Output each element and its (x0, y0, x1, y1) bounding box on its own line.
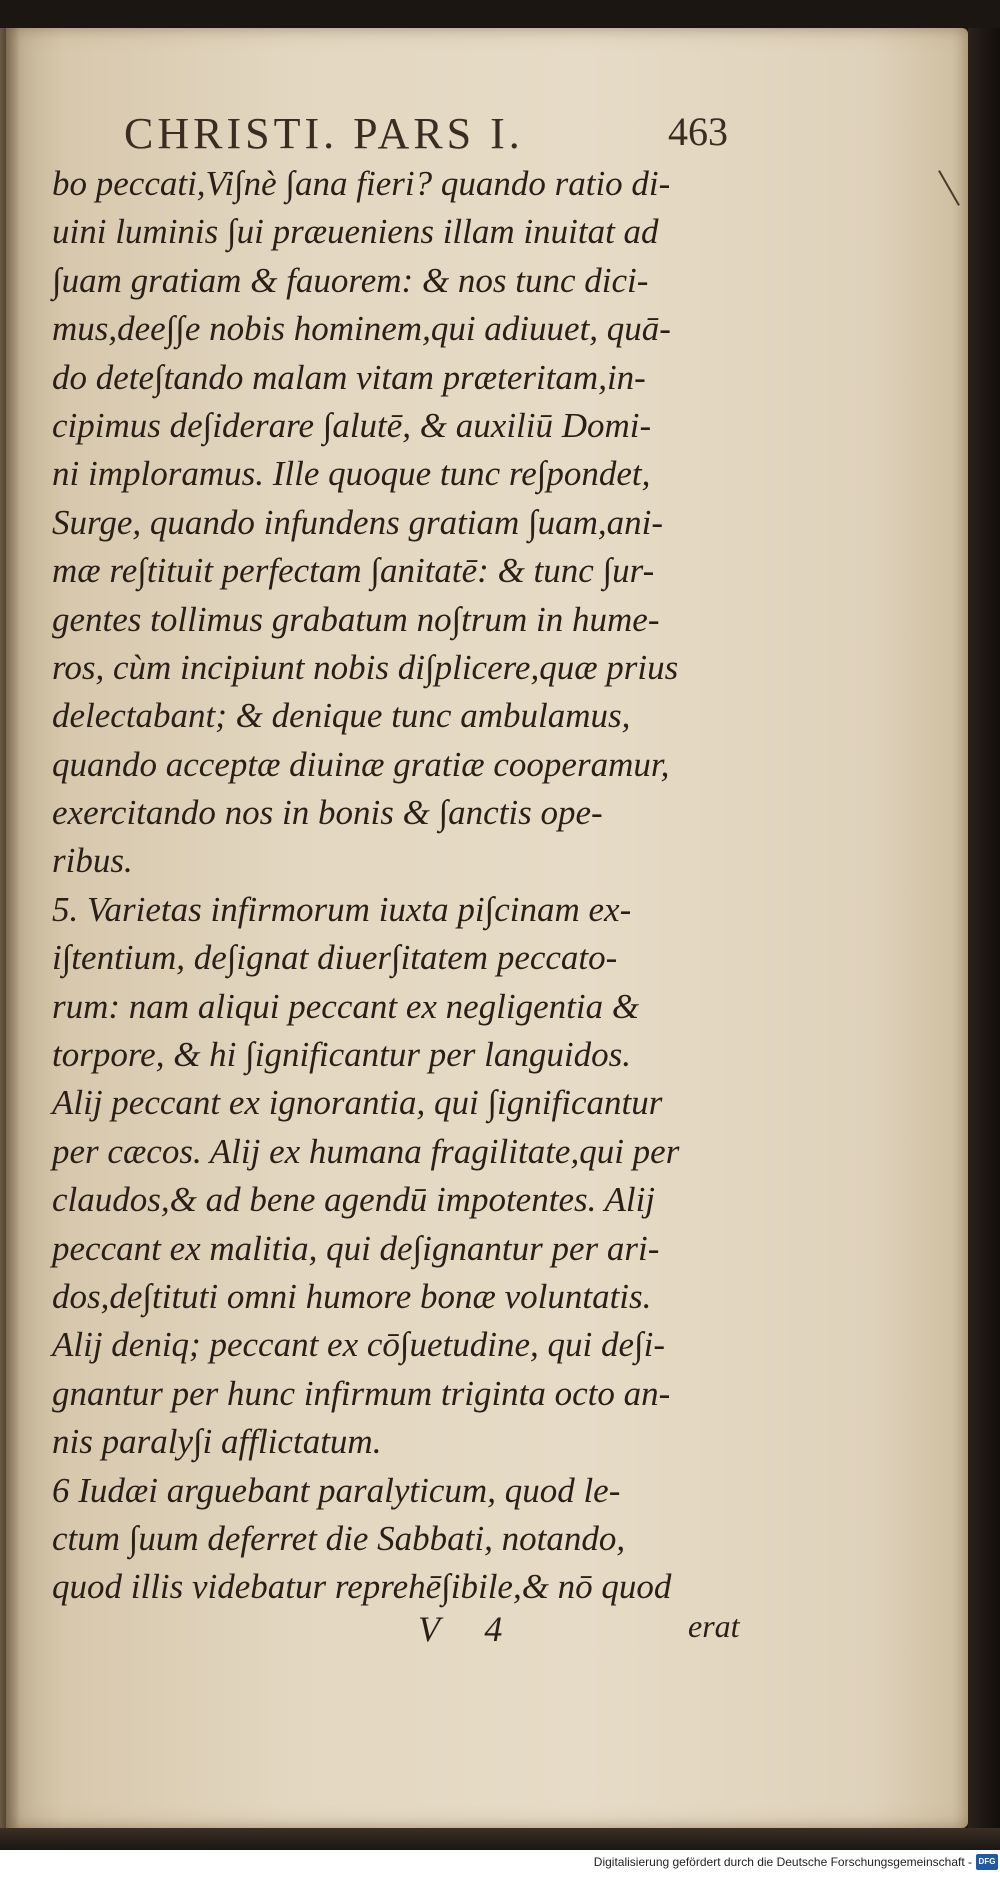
text-line: dos,de∫tituti omni humore bonæ voluntatis. (52, 1276, 652, 1316)
text-line: exercitando nos in bonis & ∫anctis ope- (52, 793, 603, 833)
text-line: bo peccati,Vi∫nè ∫ana fieri? quando ratio di- (52, 164, 671, 203)
text-line: delectabant; & denique tunc ambulamus, (52, 696, 631, 736)
body-text (52, 160, 752, 1612)
text-line: rum: nam aliqui peccant ex negligentia & (52, 986, 640, 1026)
text-line: 6 Iudæi arguebant paralyticum, quod le- (52, 1470, 621, 1510)
text-line: nis paraly∫i afflictatum. (52, 1422, 382, 1462)
catchword: erat (688, 1608, 740, 1644)
text-line: gnantur per hunc infirmum triginta octo an- (52, 1373, 671, 1413)
text-line: ctum ∫uum deferret die Sabbati, notando, (52, 1518, 626, 1558)
dfg-logo-icon: DFG (976, 1854, 998, 1870)
book-bottom-edge (0, 1828, 1000, 1850)
running-title: CHRISTI. PARS I. (124, 109, 524, 158)
credit-text: Digitalisierung gefördert durch die Deutsche Forschungsgemeinschaft - (593, 1855, 972, 1869)
text-line: uini luminis ∫ui præueniens illam inuitat ad (52, 212, 659, 252)
text-line: gentes tollimus grabatum no∫trum in hume- (52, 599, 660, 639)
text-line: per cæcos. Alij ex humana fragilitate,qui per (52, 1131, 680, 1171)
page-header (0, 108, 1000, 168)
page-spine-shadow (0, 28, 20, 1828)
text-line: torpore, & hi ∫ignificantur per languidos. (52, 1035, 631, 1075)
text-line: Alij deniq; peccant ex cō∫uetudine, qui de∫i- (52, 1325, 665, 1365)
text-line: ∫uam gratiam & fauorem: & nos tunc dici- (52, 260, 649, 300)
page-footer (0, 1608, 1000, 1658)
text-line: ros, cùm incipiunt nobis di∫plicere,quæ prius (52, 647, 679, 687)
text-line: ni imploramus. Ille quoque tunc re∫pondet, (52, 454, 651, 494)
signature-mark: V 4 (418, 1609, 521, 1649)
text-line: cipimus de∫iderare ∫alutē, & auxiliū Domi- (52, 405, 652, 445)
text-line: ribus. (52, 841, 133, 881)
text-line: i∫tentium, de∫ignat diuer∫itatem peccato- (52, 938, 618, 978)
text-line: mus,dee∫∫e nobis hominem,qui adiuuet, quā- (52, 309, 671, 349)
text-line: mæ re∫tituit perfectam ∫anitatē: & tunc ∫ur- (52, 551, 655, 591)
text-line: 5. Varietas infirmorum iuxta pi∫cinam ex- (52, 889, 632, 929)
text-line: quod illis videbatur reprehē∫ibile,& nō quod (52, 1567, 672, 1607)
digitization-credit-bar (0, 1850, 1000, 1877)
text-line: Alij peccant ex ignorantia, qui ∫ignificantur (52, 1083, 663, 1123)
page-number: 463 (668, 109, 728, 154)
book-right-edge (968, 28, 1000, 1848)
text-line: do dete∫tando malam vitam præteritam,in- (52, 357, 646, 397)
text-line: quando acceptæ diuinæ gratiæ cooperamur, (52, 744, 670, 784)
text-line: peccant ex malitia, qui de∫ignantur per ari- (52, 1228, 660, 1268)
text-line: Surge, quando infundens gratiam ∫uam,ani- (52, 502, 664, 542)
text-line: claudos,& ad bene agendū impotentes. Alij (52, 1180, 656, 1220)
